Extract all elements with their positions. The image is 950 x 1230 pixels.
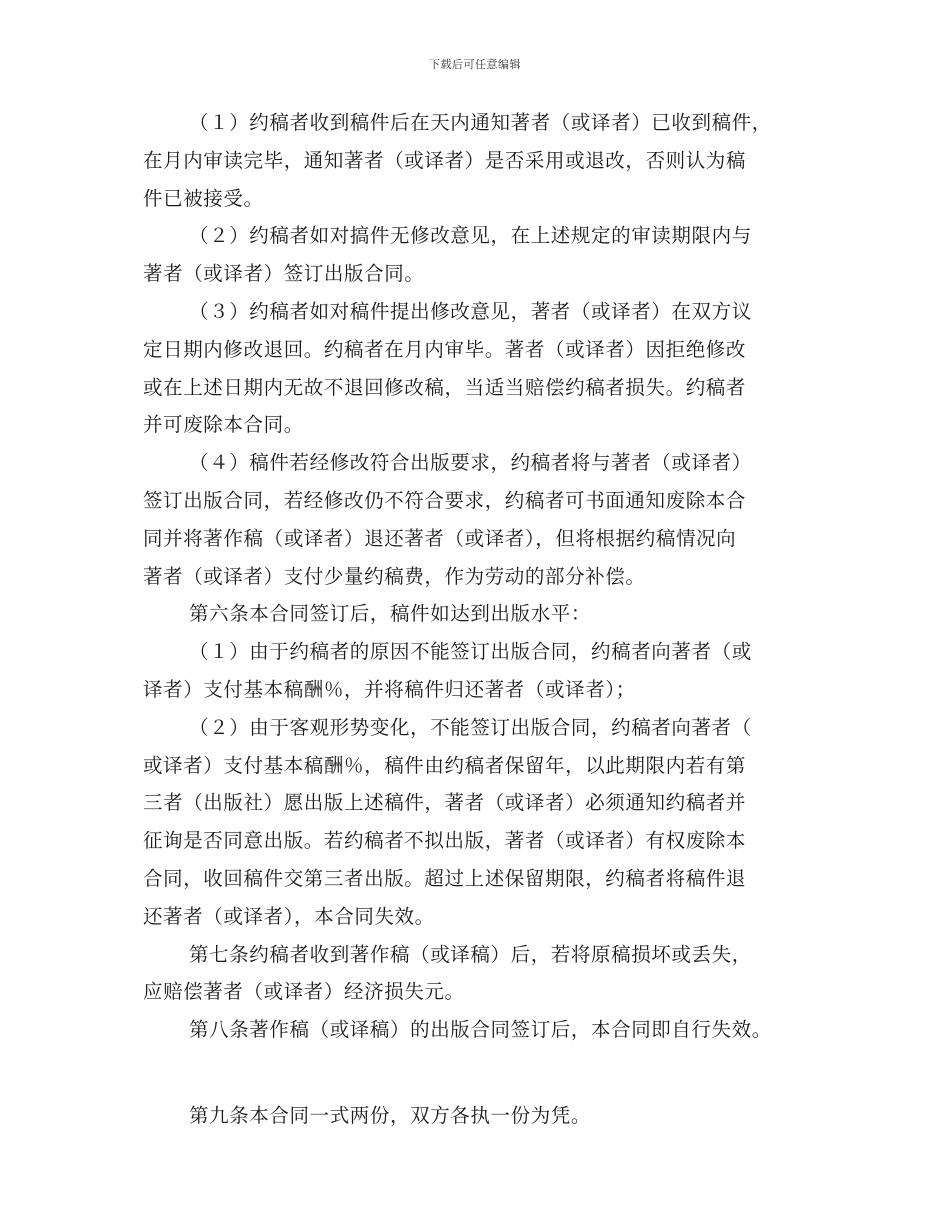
paragraph: [143, 217, 808, 293]
text-line: 或译者）支付基本稿酬％，稿件由约稿者保留年，以此期限内若有第: [143, 753, 747, 777]
text-line: 第六条本合同签订后，稿件如达到出版水平：: [189, 602, 592, 626]
text-line: 第九条本合同一式两份，双方各执一份为凭。: [189, 1103, 592, 1127]
text-line: 在月内审读完毕，通知著者（或译者）是否采用或退改，否则认为稿: [143, 148, 747, 172]
text-line: （２）约稿者如对搞件无修改意见，在上述规定的审读期限内与: [189, 224, 752, 248]
text-line: 三者（出版社）愿出版上述稿件，著者（或译者）必须通知约稿者并: [143, 791, 747, 815]
text-line: 译者）支付基本稿酬％，并将稿件归还著者（或译者）；: [143, 677, 636, 701]
paragraph: [143, 1011, 808, 1049]
paragraph: [143, 293, 808, 444]
paragraph: [143, 104, 808, 217]
text-line: （３）约稿者如对稿件提出修改意见，著者（或译者）在双方议: [189, 299, 752, 323]
text-line: 应赔偿著者（或译者）经济损失元。: [143, 980, 465, 1004]
paragraph: [143, 936, 808, 1012]
paragraph: [143, 633, 808, 709]
text-line: （１）约稿者收到稿件后在天内通知著者（或译者）已收到稿件，: [189, 111, 772, 134]
text-line: 件已被接受。: [143, 186, 264, 210]
text-line: 定日期内修改退回。约稿者在月内审毕。著者（或译者）因拒绝修改: [143, 337, 747, 361]
text-line: （４）稿件若经修改符合出版要求，约稿者将与著者（或译者）: [189, 451, 752, 475]
document-body: [143, 104, 808, 1135]
text-line: 并可废除本合同。: [143, 413, 304, 437]
paragraph: [143, 709, 808, 936]
page-header: 下载后可任意编辑: [429, 58, 521, 71]
text-line: （１）由于约稿者的原因不能签订出版合同，约稿者向著者（或: [189, 640, 752, 664]
text-line: 同并将著作稿（或译者）退还著者（或译者），但将根据约稿情况向: [143, 526, 737, 550]
text-line: 征询是否同意出版。若约稿者不拟出版，著者（或译者）有权废除本: [143, 829, 747, 853]
blank-gap: [143, 1049, 808, 1097]
text-line: 第七条约稿者收到著作稿（或译稿）后，若将原稿损坏或丢失，: [189, 942, 752, 966]
text-line: 还著者（或译者），本合同失效。: [143, 904, 435, 928]
paragraph: [143, 1097, 808, 1135]
text-line: 第八条著作稿（或译稿）的出版合同签订后，本合同即自行失效。: [189, 1018, 772, 1042]
text-line: （２）由于客观形势变化，不能签订出版合同，约稿者向著者（: [189, 715, 752, 739]
paragraph: [143, 444, 808, 595]
text-line: 合同，收回稿件交第三者出版。超过上述保留期限，约稿者将稿件退: [143, 866, 747, 890]
text-line: 签订出版合同，若经修改仍不符合要求，约稿者可书面通知废除本合: [143, 488, 747, 512]
text-line: 著者（或译者）签订出版合同。: [143, 262, 425, 286]
text-line: 或在上述日期内无故不退回修改稿，当适当赔偿约稿者损失。约稿者: [143, 375, 747, 399]
paragraph: [143, 595, 808, 633]
text-line: 著者（或译者）支付少量约稿费，作为劳动的部分补偿。: [143, 564, 646, 588]
